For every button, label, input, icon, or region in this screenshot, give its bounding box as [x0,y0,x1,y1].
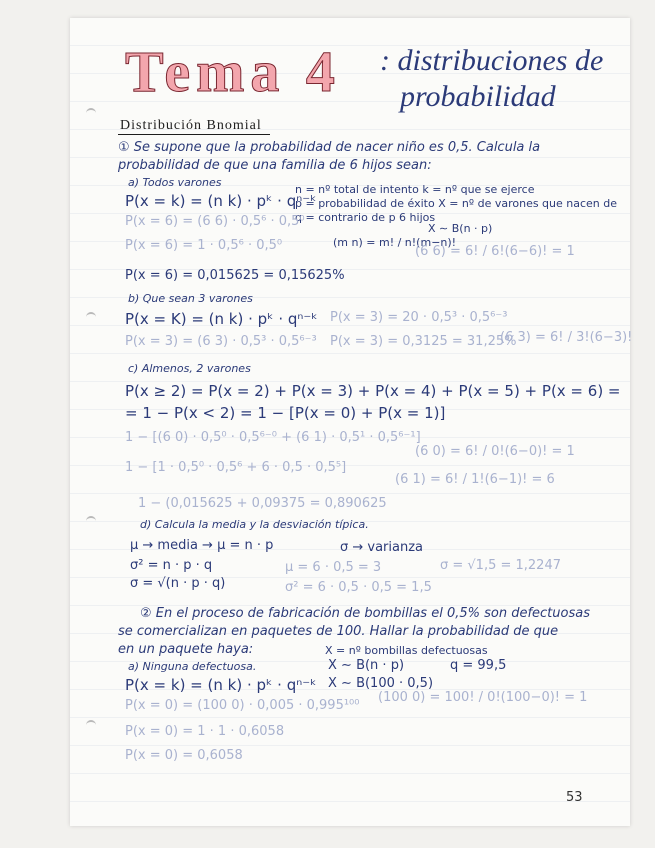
ex1-combo-a: (6 6) = 6! / 6!(6−6)! = 1 [415,244,575,259]
ex1-c-line2: = 1 − P(x < 2) = 1 − [P(x = 0) + P(x = 1)] [125,404,446,422]
ex2-dist1: X ∼ B(n · p) [328,658,405,673]
ex2-statement-line3: en un paquete haya: [118,642,254,657]
ex2-a-step2: P(x = 0) = 1 · 1 · 0,6058 [125,724,285,739]
ex1-d-mu-calc: μ = 6 · 0,5 = 3 [285,560,382,575]
binder-hole [86,312,96,322]
ex1-d-label: d) Calcula la media y la desviación típica. [140,518,369,531]
ex1-b-label: b) Que sean 3 varones [128,292,253,305]
page-title: Tema 4 [125,39,341,104]
ex1-c-label: c) Almenos, 2 varones [128,362,251,375]
ex2-a-result: P(x = 0) = 0,6058 [125,748,243,763]
binder-hole [86,720,96,730]
ex1-c-result: 1 − (0,015625 + 0,09375 = 0,890625 [138,496,387,511]
ex1-d-var-calc: σ² = 6 · 0,5 · 0,5 = 1,5 [285,580,432,595]
page-subtitle-line2: probabilidad [400,80,556,113]
ex1-c-line3: 1 − [(6 0) · 0,5⁰ · 0,5⁶⁻⁰ + (6 1) · 0,5¹ · 0,5⁶⁻¹] [125,430,421,445]
ex1-b-step: P(x = 3) = (6 3) · 0,5³ · 0,5⁶⁻³ [125,334,317,349]
ex1-combo-c0: (6 0) = 6! / 0!(6−0)! = 1 [415,444,575,459]
page-subtitle-line1: : distribuciones de [380,44,604,77]
ex1-d-mu: μ → media → μ = n · p [130,538,274,553]
ex2-combo: (100 0) = 100! / 0!(100−0)! = 1 [378,690,588,705]
ex1-d-sigma-def: σ → varianza [340,540,424,555]
ex1-c-line4: 1 − [1 · 0,5⁰ · 0,5⁶ + 6 · 0,5 · 0,5⁵] [125,460,347,475]
ex1-c-line1: P(x ≥ 2) = P(x = 2) + P(x = 3) + P(x = 4) + P(x = 5) + P(x = 6) = [125,382,621,400]
ex2-a-formula: P(x = k) = (n k) · pᵏ · qⁿ⁻ᵏ [125,676,317,694]
ex1-combo-b: (6 3) = 6! / 3!(6−3)! [500,330,633,345]
ex1-statement-line2: probabilidad de que una familia de 6 hijos sean: [118,158,432,173]
ex1-a-label: a) Todos varones [128,176,222,189]
ex1-statement-line1: ① Se supone que la probabilidad de nacer niño es 0,5. Calcula la [118,140,541,155]
section-heading: Distribución Bnomial [120,118,262,133]
ex1-def-p: p = probabilidad de éxito X = nº de varones que nacen de [295,197,618,210]
ex1-a-step1: P(x = 6) = (6 6) · 0,5⁶ · 0,5⁰ [125,214,305,229]
ex1-b-formula: P(x = K) = (n k) · pᵏ · qⁿ⁻ᵏ [125,310,318,328]
ex1-d-sd-calc: σ = √1,5 = 1,2247 [440,558,561,573]
ex1-a-step2: P(x = 6) = 1 · 0,5⁶ · 0,5⁰ [125,238,283,253]
ex1-def-dist: X ∼ B(n · p) [428,222,493,235]
ex2-a-step1: P(x = 0) = (100 0) · 0,005 · 0,995¹⁰⁰ [125,698,360,713]
ex1-def-n: n = nº total de intento k = nº que se ejerce [295,183,535,196]
binder-hole [86,108,96,118]
ex2-dist2: X ∼ B(100 · 0,5) [328,676,434,691]
ex1-b-calc2: P(x = 3) = 0,3125 = 31,25% [330,334,517,349]
ex2-statement-line1: ② En el proceso de fabricación de bombillas el 0,5% son defectuosas [140,606,590,621]
ex2-x-def: X = nº bombillas defectuosas [325,644,488,657]
ex2-statement-line2: se comercializan en paquetes de 100. Hallar la probabilidad de que [118,624,559,639]
ex1-a-formula: P(x = k) = (n k) · pᵏ · qⁿ⁻ᵏ [125,192,317,210]
ex1-d-sd: σ = √(n · p · q) [130,576,226,591]
ex1-a-result: P(x = 6) = 0,015625 = 0,15625% [125,268,345,283]
page-number: 53 [566,790,583,805]
ex1-b-calc1: P(x = 3) = 20 · 0,5³ · 0,5⁶⁻³ [330,310,508,325]
ex2-a-label: a) Ninguna defectuosa. [128,660,257,673]
binder-hole [86,516,96,526]
ex1-d-var: σ² = n · p · q [130,558,213,573]
ex1-combo-def: (m n) = m! / n!(m−n)! [333,236,457,249]
section-underline [118,134,270,135]
ex1-def-q: q = contrario de p 6 hijos [295,211,436,224]
ex2-q-val: q = 99,5 [450,658,507,673]
ex1-combo-c1: (6 1) = 6! / 1!(6−1)! = 6 [395,472,555,487]
